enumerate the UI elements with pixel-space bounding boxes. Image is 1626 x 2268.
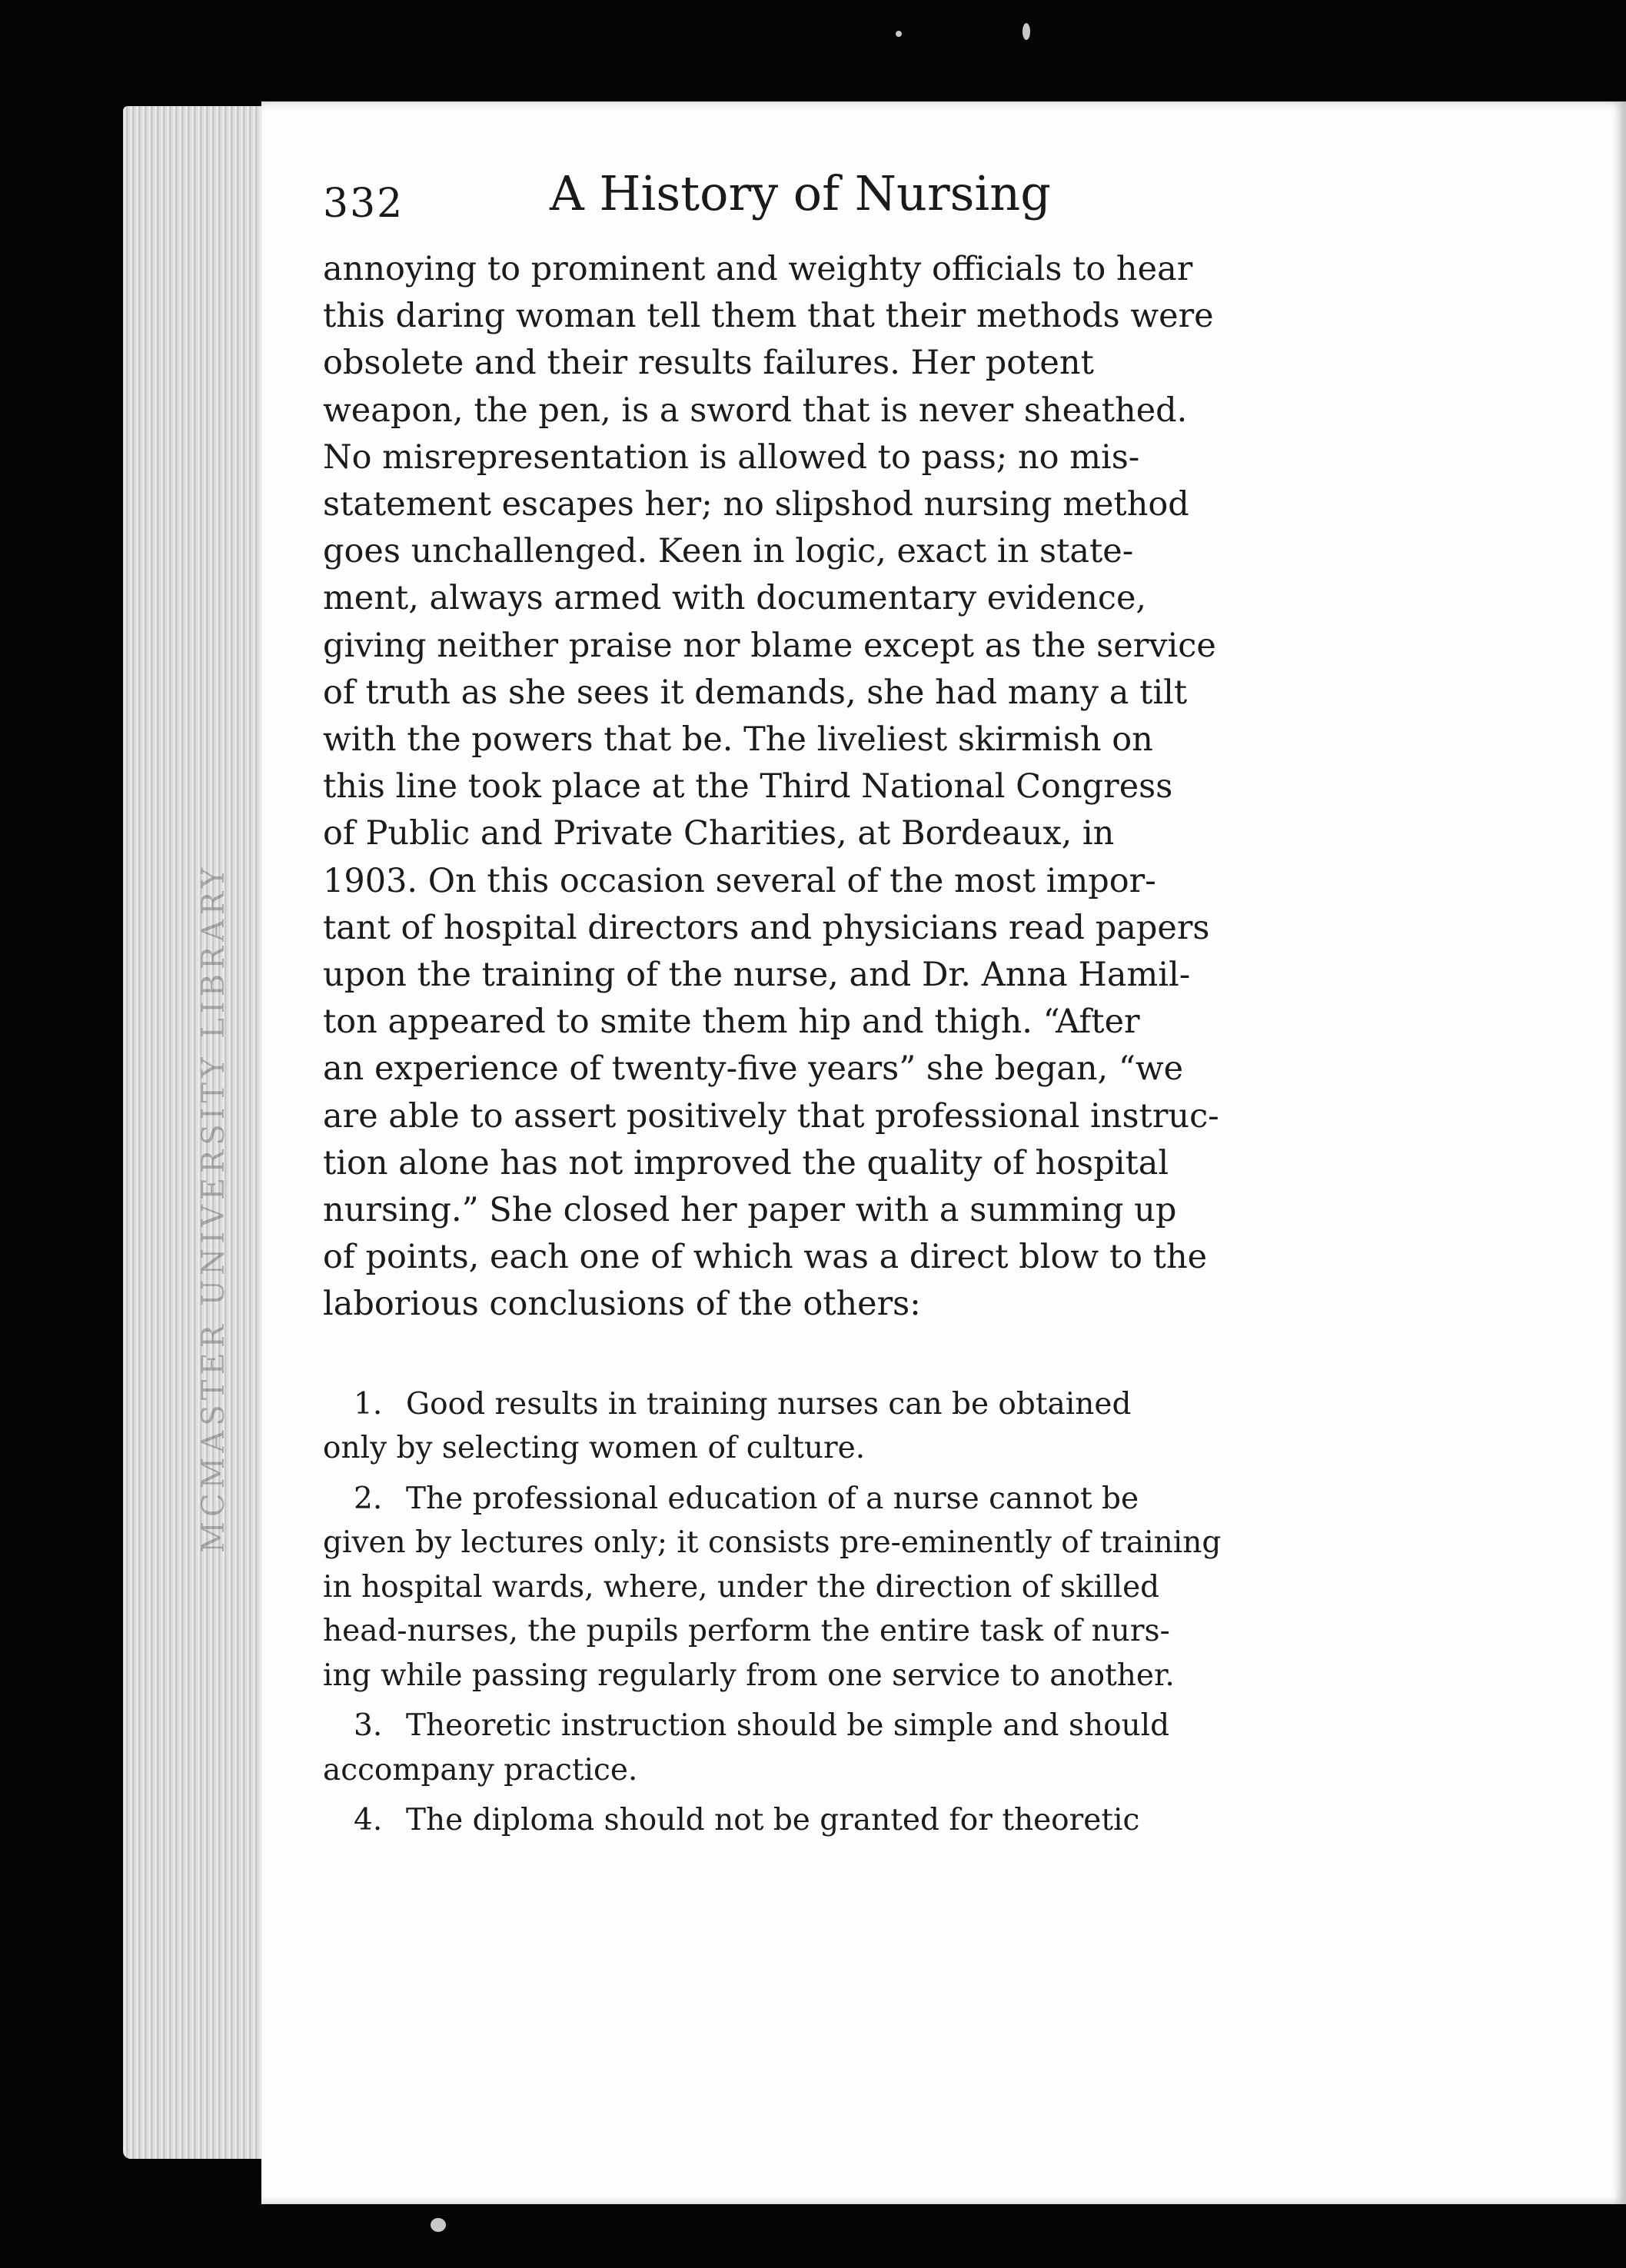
list-item: [323, 1477, 1522, 1698]
list-item: [323, 1704, 1522, 1792]
list-item-number: 3.: [354, 1708, 383, 1744]
list-item-number: 4.: [354, 1803, 383, 1838]
list-item: [323, 1798, 1522, 1843]
points-list: [323, 1382, 1522, 1843]
page-number: 332: [323, 181, 404, 227]
scan-speck: [431, 2218, 446, 2232]
page-header: [323, 165, 1522, 227]
list-item-text: The professional education of a nurse cannot be given by lectures only; it consists pre-eminently of training in hospital wards, where, under the direction of skilled head-nurses, the pupils perform the entire task of nurs- ing while passing regularly from one service to another.: [323, 1481, 1222, 1693]
scan-speck: [1022, 23, 1030, 40]
running-title: A History of Nursing: [550, 165, 1051, 221]
list-item-number: 1.: [354, 1386, 383, 1422]
library-stamp: MCMASTER UNIVERSITY LIBRARY: [196, 863, 231, 1553]
list-item-number: 2.: [354, 1481, 383, 1516]
scan-speck: [896, 31, 902, 37]
page-body: [323, 246, 1522, 1849]
list-item-text: Good results in training nurses can be obtained only by selecting women of culture.: [323, 1386, 1132, 1466]
list-item-text: Theoretic instruction should be simple and should accompany practice.: [323, 1708, 1170, 1787]
list-item-text: The diploma should not be granted for theoretic: [406, 1803, 1140, 1838]
body-paragraph: annoying to prominent and weighty officials to hear this daring woman tell them that their methods were obsolete and their results failures. Her potent weapon, the pen, is a sword that is never sheathed. No misrepresentation is allowed to pass; no mis- statement escapes her; no slipshod nursing method goes unchallenged. Keen in logic, exact in state- ment, always armed with documentary evidence, giving neither praise nor blame except as the service of truth as she sees it demands, she had many a tilt with the powers that be. The liveliest skirmish on this line took place at the Third National Congress of Public and Private Charities, at Bordeaux, in 1903. On this occasion several of the most impor- tant of hospital directors and physicians read papers upon the training of the nurse, and Dr. Anna Hamil- ton appeared to smite them hip and thigh. “After an experience of twenty-five years” she began, “we are able to assert positively that professional instruc- tion alone has not improved the quality of hospital nursing.” She closed her paper with a summing up of points, each one of which was a direct blow to the laborious conclusions of the others:: [323, 250, 1219, 1324]
list-item: [323, 1382, 1522, 1471]
